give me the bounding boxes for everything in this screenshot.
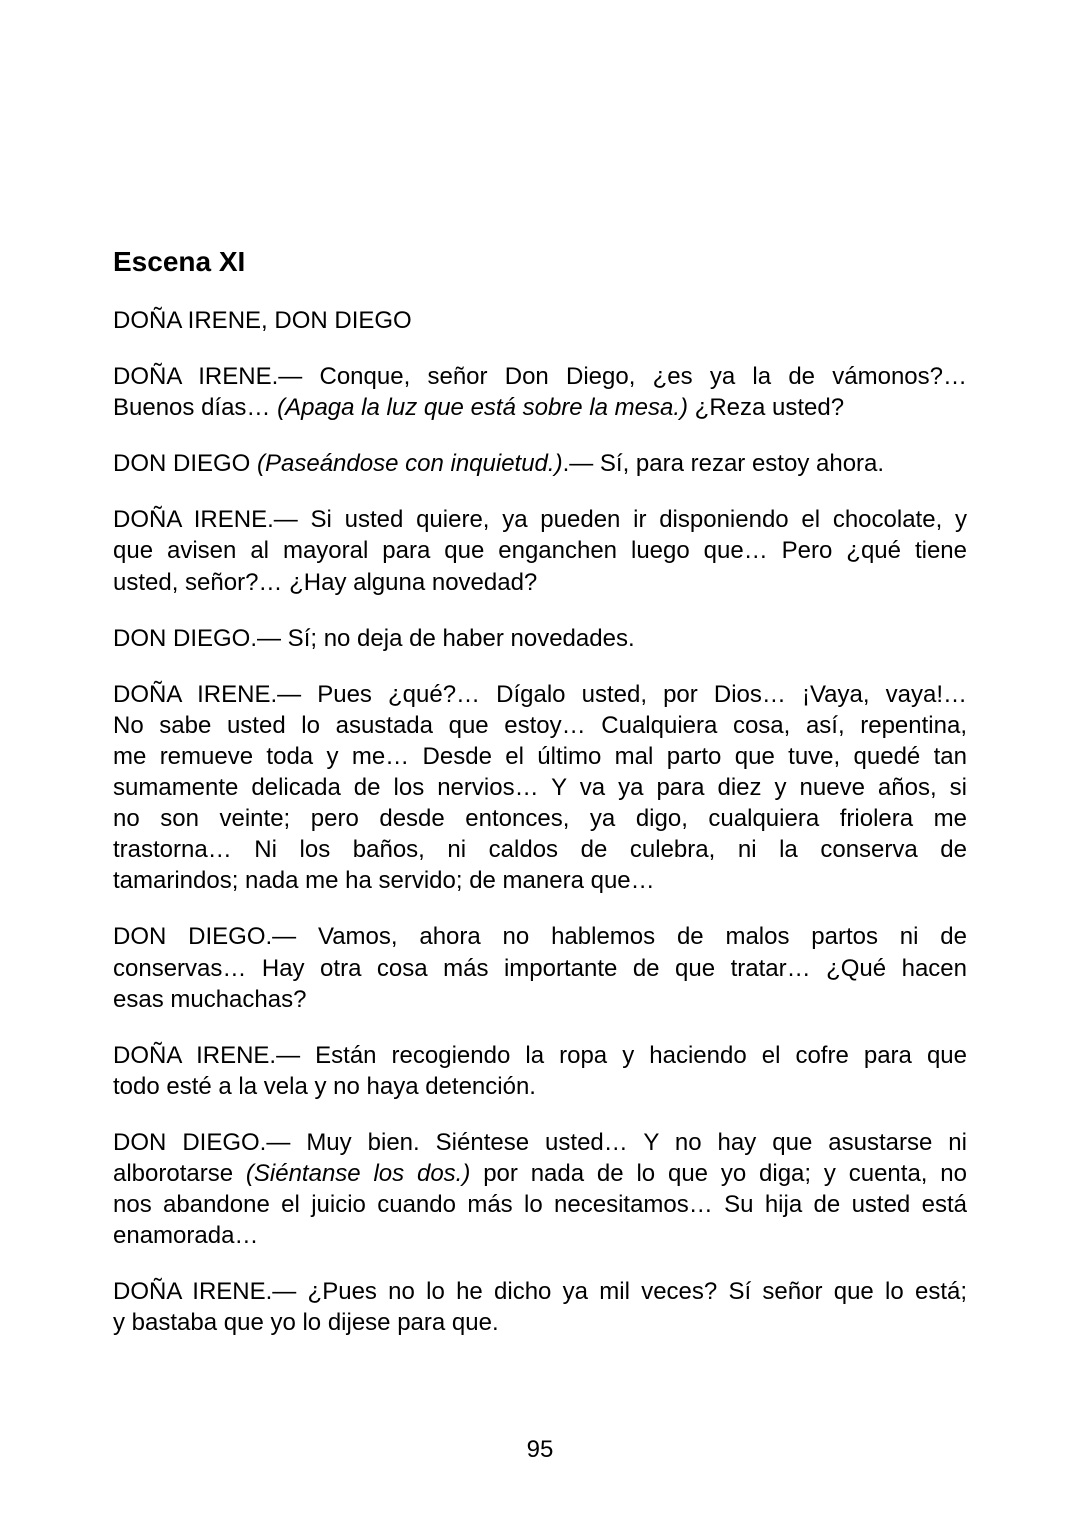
dialogue-text: Buenos días… [113,394,278,422]
text-line [113,305,967,336]
text-line [113,803,967,834]
dialogue-text: alborotarse [113,1159,246,1187]
text-line [113,834,967,865]
text-line [113,1276,967,1307]
dialogue-text: DON DIEGO.— Vamos, ahora no hablemos de malos partos ni de [113,923,967,951]
dialogue-paragraph [113,623,967,654]
dialogue-text: conservas… Hay otra cosa más importante de que tratar… ¿Qué hacen [113,954,967,982]
dialogue-paragraph [113,305,967,336]
dialogue-paragraph [113,921,967,1014]
text-line [113,1307,967,1338]
dialogue-text: trastorna… Ni los baños, ni caldos de culebra, ni la conserva de [113,836,967,864]
dialogue-text: me remueve toda y me… Desde el último mal parto que tuve, quedé tan [113,742,967,770]
dialogue-text: DON DIEGO [113,450,258,478]
dialogue-text: nos abandone el juicio cuando más lo necesitamos… Su hija de usted está [113,1191,967,1219]
text-line [113,535,967,566]
dialogue-paragraph [113,1127,967,1251]
text-line [113,1040,967,1071]
dialogue-text: todo esté a la vela y no haya detención. [113,1072,536,1100]
dialogue-text: .— Sí, para rezar estoy ahora. [562,450,885,478]
text-line [113,361,967,392]
text-line [113,710,967,741]
dialogue-text: no son veinte; pero desde entonces, ya digo, cualquiera friolera me [113,805,967,833]
dialogue-text: enamorada… [113,1222,259,1250]
stage-direction: (Apaga la luz que está sobre la mesa.) [277,394,689,422]
dialogue-text: que avisen al mayoral para que enganchen luego que… Pero ¿qué tiene [113,537,967,565]
dialogue-text: tamarindos; nada me ha servido; de manera que… [113,867,655,895]
text-line [113,741,967,772]
dialogue-text: DOÑA IRENE.— Si usted quiere, ya pueden ir disponiendo el chocolate, y [113,506,967,534]
text-line [113,865,967,896]
text-line [113,567,967,598]
dialogue-text: DON DIEGO.— Sí; no deja de haber novedades. [113,624,635,652]
dialogue-text: DOÑA IRENE.— ¿Pues no lo he dicho ya mil veces? Sí señor que lo está; [113,1278,967,1306]
text-line [113,1220,967,1251]
dialogue-paragraph [113,1040,967,1102]
dialogue-paragraph [113,679,967,897]
text-line [113,679,967,710]
text-line [113,953,967,984]
text-line [113,504,967,535]
scene-heading: Escena XI [113,246,246,277]
dialogue-text: DON DIEGO.— Muy bien. Siéntese usted… Y no hay que asustarse ni [113,1128,967,1156]
dialogue-text: por nada de lo que yo diga; y cuenta, no [470,1159,967,1187]
text-line [113,448,967,479]
dialogue-paragraph [113,361,967,423]
dialogue-text: DOÑA IRENE.— Están recogiendo la ropa y haciendo el cofre para que [113,1041,967,1069]
text-line [113,1189,967,1220]
text-line [113,772,967,803]
dialogue-paragraph [113,1276,967,1338]
text-line [113,921,967,952]
page-number: 95 [526,1436,554,1463]
text-line [113,1127,967,1158]
dialogue-text: esas muchachas? [113,985,307,1013]
text-line [113,1071,967,1102]
dialogue-text: No sabe usted lo asustada que estoy… Cualquiera cosa, así, repentina, [113,711,967,739]
text-line [113,984,967,1015]
dialogue-paragraph [113,448,967,479]
dialogue-text: usted, señor?… ¿Hay alguna novedad? [113,568,538,596]
dialogue-text: sumamente delicada de los nervios… Y va ya para diez y nueve años, si [113,774,967,802]
text-line [113,623,967,654]
dialogue-text: DOÑA IRENE.— Pues ¿qué?… Dígalo usted, por Dios… ¡Vaya, vaya!… [113,680,967,708]
dialogue-text: DOÑA IRENE.— Conque, señor Don Diego, ¿es ya la de vámonos?… [113,363,967,391]
dialogue-paragraph [113,504,967,597]
text-line [113,392,967,423]
dialogue-text: ¿Reza usted? [688,394,845,422]
text-line [113,1158,967,1189]
dialogue-body [113,305,967,1363]
stage-direction: (Paseándose con inquietud.) [257,450,563,478]
dialogue-text: y bastaba que yo lo dijese para que. [113,1309,499,1337]
stage-direction: (Siéntanse los dos.) [245,1159,471,1187]
dialogue-text: DOÑA IRENE, DON DIEGO [113,307,412,334]
